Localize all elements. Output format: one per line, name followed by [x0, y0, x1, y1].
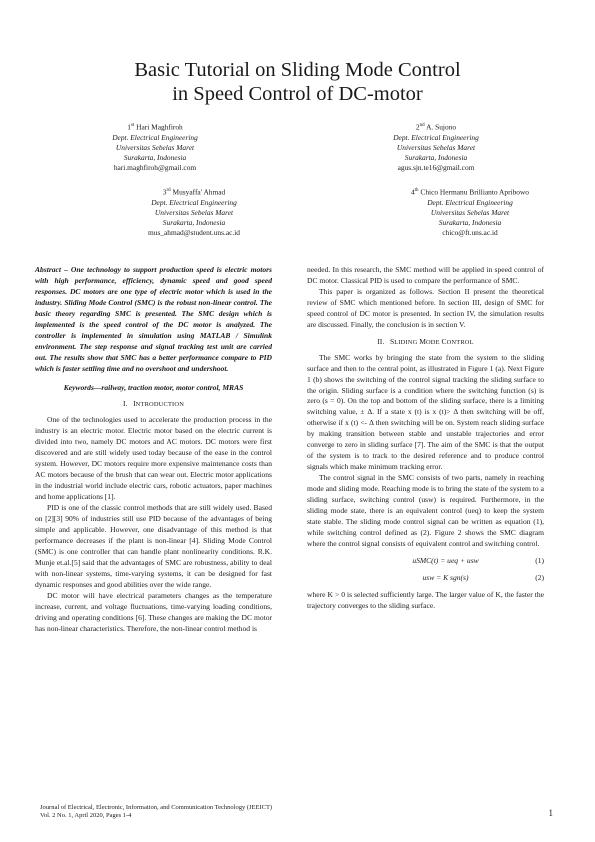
section-title-rest: ODE — [425, 338, 442, 346]
equation-1 — [307, 556, 544, 567]
author-university: Universitas Sebelas Maret — [396, 142, 476, 152]
left-column — [35, 265, 272, 635]
author-name: Chico Hermanu Brillianto Apribowo — [420, 187, 530, 197]
author-block-2 — [336, 121, 536, 173]
section-number: I. — [122, 399, 128, 409]
paragraph: PID is one of the classic control methods that are still widely used. Based on [2][3] 90% of industries still use PID because of the advantages of being simple and applicable. However, one disadvantage of this method is that performance decreases if the plant is non-linear [4]. Sliding Mode Control (SMC) is one controller that can handle plant nonlinearity conditions. R.K. Munje et.al.[5] said that the advantages of SMC are robustness, ability to deal with non-linear systems, time-varying systems, it can be designed for fast dynamic responses and good abilities over the wide range. — [35, 503, 272, 589]
author-dept: Dept. Electrical Engineering — [393, 132, 479, 142]
equation-number: (1) — [535, 555, 544, 565]
author-city: Surakarta, Indonesia — [162, 218, 226, 228]
author-block-1 — [55, 121, 255, 173]
paper-title — [40, 58, 555, 106]
paragraph: The SMC works by bringing the state from the system to the sliding surface and then to the central point, as illustrated in Figure 1 (a). Next Figure 1 (b) shows the switching of the control signal tracking the sliding surface to the origin. Sliding surface is a condition where the switching function (s) is zero (s = 0). On the top and bottom of the sliding surface, there is a limiting switching value, ± Δ. If a state x (t) is x (t)> Δ then switching will be off, otherwise if x (t) <- Δ then switching will be on. System reach sliding surface by making transition between stable and unstable trajectories and error converge to zero in sliding surface [7]. The aim of the SMC is that the output of the system is to track to the desired reference and to produce control signals which make minimum tracking error. — [307, 352, 544, 472]
paragraph: DC motor will have electrical parameters changes as the temperature increase, current, and voltage fluctuations, time-varying loading conditions, driving and operating conditions [6]. These changes are making the DC motor has non-linear characteristics. Therefore, the non-linear control method is — [35, 590, 272, 633]
author-ordinal-suffix: st — [130, 123, 135, 128]
section-title-rest: LIDING — [394, 338, 420, 346]
author-ordinal-suffix: nd — [419, 123, 425, 128]
section-title-cap: S — [389, 336, 395, 346]
right-column — [307, 265, 544, 612]
author-dept: Dept. Electrical Engineering — [151, 197, 237, 207]
equation-expression: usw = K sgn(s) — [422, 572, 469, 582]
author-city: Surakarta, Indonesia — [123, 153, 187, 163]
author-city: Surakarta, Indonesia — [438, 218, 502, 228]
equation-2 — [307, 573, 544, 584]
author-name: Musyaffa' Ahmad — [172, 187, 226, 197]
footer-volume: Vol. 2 No. 1, April 2020, Pages 1-4 — [40, 812, 132, 819]
paragraph: This paper is organized as follows. Section II present the theoretical review of SMC which mentioned before. In section III, design of SMC for speed control of DC motor is presented. In section IV, the simulation results are discussed. Finally, the conclusion is in section V. — [307, 286, 544, 329]
section-title-rest: ONTROL — [446, 338, 474, 346]
author-block-3 — [94, 186, 294, 238]
author-email: mus_ahmad@student.uns.ac.id — [148, 228, 240, 238]
section-title-cap: C — [441, 336, 447, 346]
equation-expression: uSMC(t) = ueq + usw — [412, 555, 479, 565]
section-heading-introduction — [35, 399, 272, 411]
section-heading-smc — [307, 337, 544, 349]
author-email: chico@ft.uns.ac.id — [442, 228, 498, 238]
author-ordinal: 4 — [410, 187, 415, 197]
author-ordinal-suffix: th — [414, 188, 419, 193]
author-email: hari.maghfiroh@gmail.com — [113, 163, 197, 173]
author-city: Surakarta, Indonesia — [404, 153, 468, 163]
title-line-2: in Speed Control of DC-motor — [172, 83, 423, 105]
author-ordinal: 3 — [162, 187, 167, 197]
journal-footer — [40, 804, 272, 820]
paragraph: One of the technologies used to accelerate the production process in the industry is an electric motor. Electric motor based on the electric current is divided into two, namely DC motors and AC motors. DC motors were first discovered and are still widely used today because of the ease in the control system. However, DC motors require more expensive maintenance costs than AC motors because of the brush that can wear out. Electric motor applications in the industrial world include electric cars, robotic actuators, paper machines and home applications [1]. — [35, 415, 272, 502]
page-number: 1 — [548, 808, 553, 818]
author-name: A. Sujono — [426, 122, 457, 132]
author-university: Universitas Sebelas Maret — [430, 207, 510, 217]
author-block-4 — [360, 186, 580, 238]
section-title-cap: M — [419, 336, 426, 346]
abstract: Abstract – One technology to support production speed is electric motors with high performance, efficiency, dynamic speed and good speed responses. DC motors are one type of electric motor which is used in the industry. Sliding Mode Control (SMC) is the robust non-linear control. The basic theory regarding SMC is presented. The SMC design which is implemented is the speed control of the DC motor is analyzed. The controller is implemented in simulation using MATLAB / Simulink environment. The step response and signal tracking test unit are carried out. The results show that SMC has a better performance compare to PID which is faster settling time and no overshoot and undershoot. — [35, 265, 272, 373]
author-ordinal-suffix: rd — [166, 188, 171, 193]
author-ordinal: 1 — [127, 122, 131, 132]
keywords: Keywords—railway, traction motor, motor control, MRAS — [63, 382, 244, 392]
author-dept: Dept. Electrical Engineering — [112, 132, 198, 142]
paragraph: where K > 0 is selected sufficiently large. The larger value of K, the faster the trajectory converges to the sliding surface. — [307, 589, 544, 610]
footer-journal-name: Journal of Electrical, Electronic, Information, and Communication Technology (JEEICT) — [40, 804, 273, 811]
equation-number: (2) — [535, 572, 544, 582]
paragraph: needed. In this research, the SMC method will be applied in speed control of DC motor. Classical PID is used to compare the performance of SMC. — [307, 265, 544, 285]
section-number: II. — [377, 336, 385, 346]
section-title-rest: NTRODUCTION — [135, 401, 185, 409]
paragraph: The control signal in the SMC consists of two parts, namely in reaching mode and sliding mode. Reaching mode is to bring the state of the system to a sliding surface, switching control (usw) is required. Furthermore, in the sliding mode state, there is an equivalent control (ueq) to keep the system state stable. The sliding mode control signal can be written as equation (1), while switching control defined as (2). Figure 2 shows the SMC diagram where the control signal consists of equivalent control and switching control. — [307, 473, 544, 548]
author-dept: Dept. Electrical Engineering — [427, 197, 513, 207]
author-university: Universitas Sebelas Maret — [154, 207, 234, 217]
author-email: agus.sjn.te16@gmail.com — [397, 163, 475, 173]
author-university: Universitas Sebelas Maret — [115, 142, 195, 152]
author-name: Hari Maghfiroh — [136, 122, 183, 132]
author-ordinal: 2 — [415, 122, 420, 132]
section-title-cap: I — [133, 399, 136, 409]
title-line-1: Basic Tutorial on Sliding Mode Control — [134, 59, 461, 81]
